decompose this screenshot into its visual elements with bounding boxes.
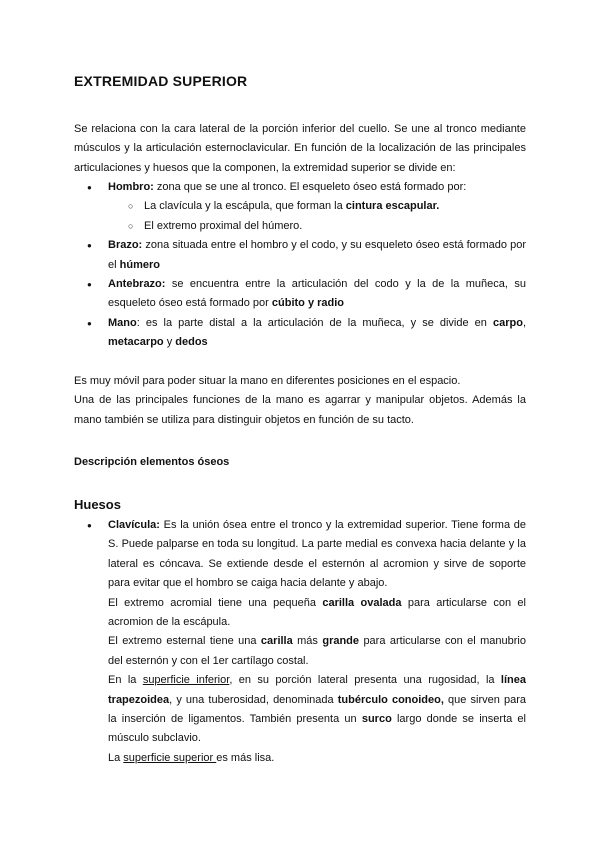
bold-dedos: dedos [175, 336, 208, 349]
p2-b: para articularse con el acromion de la escápula. [108, 596, 526, 629]
clavicula-p2 [108, 594, 526, 633]
term-hombro: Hombro: [108, 181, 154, 193]
term-antebrazo: Antebrazo: [108, 278, 166, 291]
sublist-item-humero [108, 217, 526, 236]
p5-underline: superficie superior [123, 751, 217, 764]
text-hombro: zona que se une al tronco. El esqueleto óseo está formado por: [153, 181, 467, 193]
p3-mid: más [292, 635, 323, 648]
p4-c: , y una tuberosidad, denominada [169, 693, 338, 706]
p2-a: El extremo acromial tiene una pequeña [108, 596, 323, 609]
list-item-clavicula [74, 516, 526, 768]
hombro-sublist [108, 197, 526, 236]
sep-1: , [522, 316, 526, 329]
p4-b: , en su porción lateral presenta una rugosidad, la [229, 674, 501, 687]
bold-antebrazo: cúbito y radio [271, 297, 345, 310]
p4-bold3: surco [361, 713, 392, 726]
regions-list [74, 178, 526, 353]
bold-metacarpo: metacarpo [108, 336, 164, 349]
list-item-brazo [74, 236, 526, 275]
clavicula-p5 [108, 749, 526, 768]
sublist-item-clavicula-escapula [108, 197, 526, 216]
bold-brazo: húmero [119, 258, 160, 271]
p3-a: El extremo esternal tiene una [108, 635, 261, 648]
list-item-antebrazo [74, 275, 526, 314]
p4-bold2: tubérculo conoideo, [337, 693, 444, 706]
clavicula-p4 [108, 671, 526, 749]
p5-b: es más lisa. [216, 751, 275, 764]
p3-bold1: carilla [260, 635, 293, 648]
p3-b: para articularse con el manubrio del esternón y con el 1er cartílago costal. [108, 635, 526, 667]
list-item-mano [74, 314, 526, 353]
page-title: EXTREMIDAD SUPERIOR [74, 73, 248, 89]
section-title: Descripción elementos óseos [74, 456, 230, 468]
clavicula-p1: Es la unión ósea entre el tronco y la extremidad superior. Tiene forma de S. Puede palparse en toda su longitud. La parte medial es convexa hacia delante y la lateral es cóncava. Se extiende desde el esternón al acromion y sirve de soporte para evitar que el hombro se caiga hacia delante y abajo. [108, 519, 526, 590]
p2-bold: carilla ovalada [322, 596, 402, 609]
sub1-bold: cintura escapular. [345, 200, 440, 213]
closing-paragraphs [74, 372, 526, 430]
huesos-heading: Huesos [74, 497, 121, 512]
term-mano: Mano [108, 316, 137, 329]
p4-e: largo donde se inserta el músculo subclavio. [108, 713, 526, 745]
huesos-list [74, 516, 526, 768]
text-antebrazo: se encuentra entre la articulación del codo y la de la muñeca, su esqueleto óseo está formado por [108, 278, 526, 310]
closing-line-1: Es muy móvil para poder situar la mano en diferentes posiciones en el espacio. [74, 375, 461, 387]
p4-underline: superficie inferior [142, 674, 230, 687]
bold-carpo: carpo [492, 316, 523, 329]
term-clavicula: Clavícula: [108, 519, 160, 531]
p4-a: En la [108, 674, 143, 687]
text-brazo: zona situada entre el hombro y el codo, y su esqueleto óseo está formado por el [108, 239, 526, 271]
text-mano: : es la parte distal a la articulación de la muñeca, y se divide en [136, 316, 493, 329]
closing-line-2: Una de las principales funciones de la mano es agarrar y manipular objetos. Además la mano también se utiliza para distinguir objetos en función de su tacto. [74, 394, 526, 426]
p4-d: que sirven para la inserción de ligamentos. También presenta un [108, 693, 526, 726]
sep-2: y [163, 336, 176, 349]
sub1-text: La clavícula y la escápula, que forman la [144, 200, 346, 213]
sub2-text: El extremo proximal del húmero. [144, 219, 303, 232]
p4-bold1: línea trapezoidea [108, 674, 526, 706]
clavicula-p3 [108, 632, 526, 671]
p5-a: La [108, 751, 124, 764]
intro-paragraph: Se relaciona con la cara lateral de la porción inferior del cuello. Se une al tronco mediante músculos y la articulación esternoclavicular. En función de la localización de las principales articulaciones y huesos que la componen, la extremidad superior se divide en: [74, 123, 526, 174]
term-brazo: Brazo: [108, 239, 143, 252]
list-item-hombro [74, 178, 526, 236]
p3-bold2: grande [322, 635, 360, 648]
